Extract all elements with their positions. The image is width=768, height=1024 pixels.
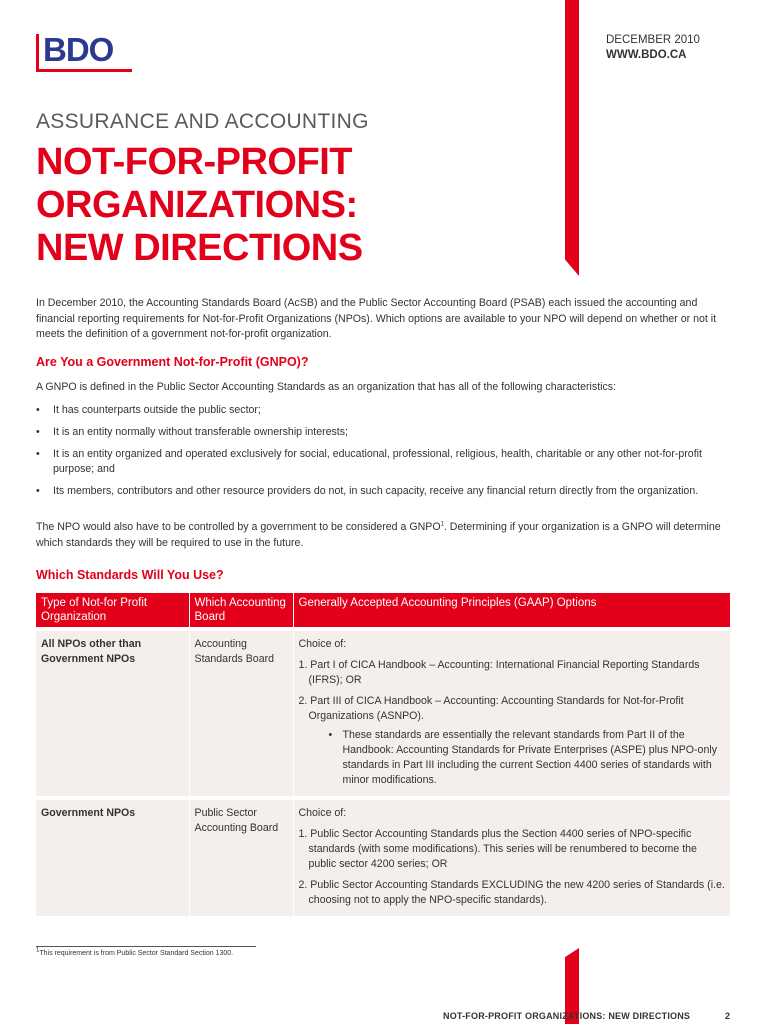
gnpo-characteristics-list [36,403,726,506]
list-item: • It is an entity organized and operated exclusively for social, educational, professional, religious, health, charitable or any other not-for-profit purpose; and [36,447,726,477]
cell-board: Accounting Standards Board [189,629,293,798]
option-2: 2. Part III of CICA Handbook – Accounting: Accounting Standards for Not-for-Profit Organizations (ASNPO). [298,695,684,722]
footnote-ref[interactable]: 1 [440,521,444,528]
list-item: • It has counterparts outside the public sector; [36,403,726,418]
title-line-2: ORGANIZATIONS: [36,184,358,226]
table-row [36,798,730,916]
footnote-divider [36,946,256,947]
choice-label: Choice of: [298,807,347,819]
option-2-sub-bullet: • These standards are essentially the relevant standards from Part II of the Handbook: Accounting Standards for Private Enterprises (ASPE) plus NPO-only standards in Part III including the current Section 4400 series of standards with minor modifications. [299,728,726,788]
title-line-1: NOT-FOR-PROFIT [36,141,352,183]
bdo-logo [36,31,134,74]
cell-type: All NPOs other than Government NPOs [36,629,189,798]
page-number: 2 [725,1011,731,1021]
footnote [36,947,234,957]
decorative-red-strip-top [565,0,579,276]
footnote-text: This requirement is from Public Sector Standard Section 1300. [39,950,234,957]
header-gaap-options: Generally Accepted Accounting Principles (GAAP) Options [293,593,730,629]
list-item: • Its members, contributors and other resource providers do not, in such capacity, receive any financial return directly from the organization. [36,484,726,499]
gnpo-definition: A GNPO is defined in the Public Sector Accounting Standards as an organization that has all of the following characteristics: [36,381,617,393]
cell-options [293,629,730,798]
table-row [36,629,730,798]
website-link[interactable]: WWW.BDO.CA [606,49,687,61]
controlled-paragraph [36,520,736,551]
publication-date: DECEMBER 2010 [606,34,700,46]
header-type: Type of Not-for Profit Organization [36,593,189,629]
footnote-number: 1 [36,947,40,954]
logo-bar [36,34,39,72]
cell-board: Public Sector Accounting Board [189,798,293,916]
footer-title: NOT-FOR-PROFIT ORGANIZATIONS: NEW DIRECTIONS [443,1011,691,1021]
intro-paragraph: In December 2010, the Accounting Standards Board (AcSB) and the Public Sector Accounting Board (PSAB) each issued the accounting and financial reporting requirements for Not-for-Profit Organizations (NPOs). Which options are available to your NPO will depend on whether or not it meets the definition of a government not-for-profit organization. [36,297,717,340]
controlled-text-before: The NPO would also have to be controlled by a government to be considered a GNPO [36,521,441,533]
cell-type: Government NPOs [36,798,189,916]
header-board: Which Accounting Board [189,593,293,629]
option-1: 1. Public Sector Accounting Standards plus the Section 4400 series of NPO-specific standards (with some modifications). This series will be renumbered to become the public sector 4200 series; OR [298,828,697,870]
title-line-3: NEW DIRECTIONS [36,227,363,269]
list-item: • It is an entity normally without transferable ownership interests; [36,425,726,440]
standards-table [36,593,730,916]
section-heading-gnpo: Are You a Government Not-for-Profit (GNPO)? [36,355,309,369]
controlled-text-after: . Determining if your organization is a GNPO will determine which standards they will be required to use in the future. [36,521,721,549]
category-eyebrow: ASSURANCE AND ACCOUNTING [36,110,369,133]
logo-underline [36,69,132,72]
choice-label: Choice of: [298,638,347,650]
logo-text: BDO [43,31,114,68]
section-heading-standards: Which Standards Will You Use? [36,568,224,582]
table-header-row [36,593,730,629]
option-2: 2. Public Sector Accounting Standards EXCLUDING the new 4200 series of Standards (i.e. choosing not to apply the NPO-specific standards). [298,879,725,906]
option-1: 1. Part I of CICA Handbook – Accounting: International Financial Reporting Standards (IFRS); OR [298,659,700,686]
cell-options [293,798,730,916]
page-title [36,141,363,270]
